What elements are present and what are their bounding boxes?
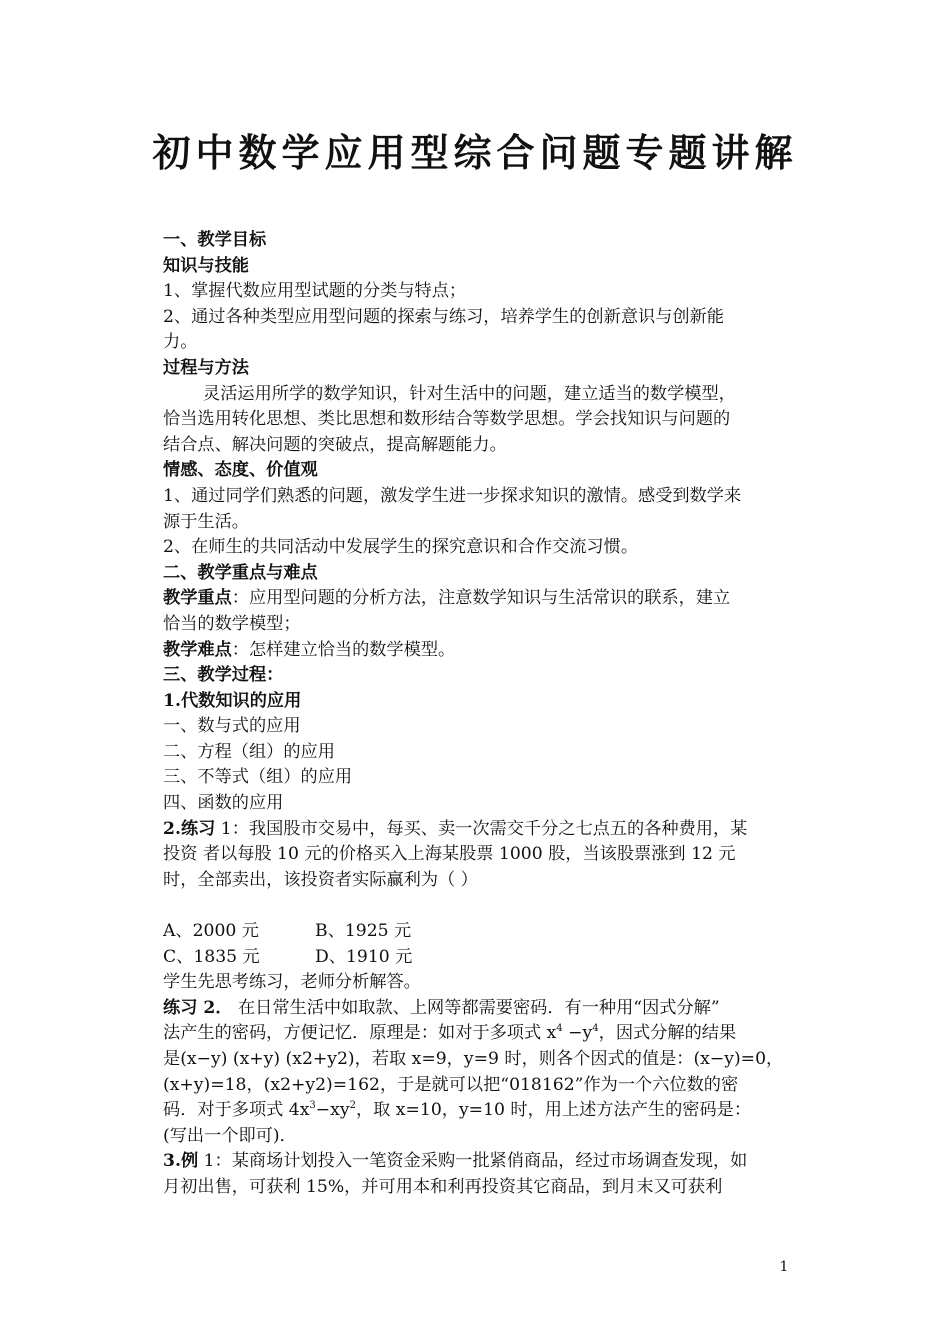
example-text: 1：某商场计划投入一笔资金采购一批紧俏商品，经过市场调查发现，如 xyxy=(198,1151,748,1172)
option-b: B、1925 元 xyxy=(315,921,412,942)
option-a: A、2000 元 xyxy=(163,921,259,942)
text-run: −xy xyxy=(315,1100,350,1121)
subsection-heading: 情感、态度、价值观 xyxy=(163,460,318,481)
document-title: 初中数学应用型综合问题专题讲解 xyxy=(152,130,798,175)
paragraph-line: 是(x−y) (x+y) (x2+y2)，若取 x=9，y=9 时，则各个因式的值是：(x−y)=0， xyxy=(163,1049,784,1069)
key-point-text: ：应用型问题的分析方法，注意数学知识与生活常识的联系，建立 xyxy=(231,588,731,609)
exercise-label: 练习 2． xyxy=(163,997,233,1018)
paragraph-line xyxy=(163,1149,790,1175)
paragraph-line xyxy=(163,638,790,664)
answer-options xyxy=(163,919,790,945)
list-item: 一、数与式的应用 xyxy=(163,716,301,737)
exercise-label: 2.练习 xyxy=(163,818,216,839)
difficulty-label: 教学难点 xyxy=(163,639,232,660)
superscript: 3 xyxy=(309,1100,316,1112)
example-label: 3.例 xyxy=(163,1151,199,1172)
list-item: 二、方程（组）的应用 xyxy=(163,741,335,762)
paragraph-line: 恰当选用转化思想、类比思想和数形结合等数学思想。学会找知识与问题的 xyxy=(163,409,731,430)
superscript: 2 xyxy=(349,1100,356,1112)
paragraph-line xyxy=(163,1098,790,1124)
paragraph-line xyxy=(163,817,790,843)
answer-options xyxy=(163,945,790,971)
paragraph-line: 1、通过同学们熟悉的问题，激发学生进一步探求知识的激情。感受到数学来 xyxy=(163,485,742,506)
paragraph-line: 2、通过各种类型应用型问题的探索与练习，培养学生的创新意识与创新能 xyxy=(163,306,724,327)
option-c: C、1835 元 xyxy=(163,946,260,967)
paragraph-line xyxy=(163,1021,790,1047)
subsection-heading: 过程与方法 xyxy=(163,357,249,378)
paragraph-line: 1、掌握代数应用型试题的分类与特点； xyxy=(163,281,467,302)
section-heading: 一、教学目标 xyxy=(163,230,267,250)
paragraph-line: 恰当的数学模型； xyxy=(163,613,301,634)
paragraph-line: 源于生活。 xyxy=(163,511,249,532)
text-run: 码．对于多项式 4x xyxy=(163,1100,310,1121)
section-heading: 二、教学重点与难点 xyxy=(163,562,318,583)
paragraph-line: 投资 者以每股 10 元的价格买入上海某股票 1000 股，当该股票涨到 12 元 xyxy=(163,844,736,865)
paragraph-line: 2、在师生的共同活动中发展学生的探究意识和合作交流习惯。 xyxy=(163,537,639,558)
paragraph-line: 灵活运用所学的数学知识，针对生活中的问题，建立适当的数学模型， xyxy=(203,383,736,404)
text-run: ，因式分解的结果 xyxy=(598,1023,737,1044)
list-item: 四、函数的应用 xyxy=(163,793,284,814)
paragraph-line: 力。 xyxy=(163,332,198,353)
text-run: 法产生的密码，方便记忆．原理是：如对于多项式 x xyxy=(163,1023,557,1044)
text-run: ，取 x=10，y=10 时，用上述方法产生的密码是： xyxy=(355,1100,752,1121)
superscript: 4 xyxy=(592,1023,599,1035)
paragraph-line: (写出一个即可)． xyxy=(163,1125,297,1146)
list-item: 三、不等式（组）的应用 xyxy=(163,767,353,788)
blank-line xyxy=(163,893,790,919)
paragraph-line: 时，全部卖出，该投资者实际赢利为（ ） xyxy=(163,869,478,890)
paragraph-line: (x+y)=18，(x2+y2)=162，于是就可以把“018162”作为一个六位数的密 xyxy=(163,1074,739,1095)
exercise-text: 1：我国股市交易中，每买、卖一次需交千分之七点五的各种费用，某 xyxy=(215,818,748,839)
option-d: D、1910 元 xyxy=(315,946,413,967)
exercise-text: 在日常生活中如取款、上网等都需要密码．有一种用“因式分解” xyxy=(232,997,720,1018)
section-heading: 三、教学过程： xyxy=(163,665,284,686)
subsection-heading: 1.代数知识的应用 xyxy=(163,690,302,711)
paragraph-line: 学生先思考练习，老师分析解答。 xyxy=(163,972,421,993)
paragraph-line xyxy=(163,996,790,1022)
paragraph-line: 结合点、解决问题的突破点，提高解题能力。 xyxy=(163,434,507,455)
page-number: 1 xyxy=(779,1259,789,1275)
subsection-heading: 知识与技能 xyxy=(163,255,249,276)
key-point-label: 教学重点 xyxy=(163,588,232,609)
superscript: 4 xyxy=(556,1023,563,1035)
paragraph-line xyxy=(163,586,790,612)
text-run: −y xyxy=(562,1023,593,1044)
paragraph-line: 月初出售，可获利 15%，并可用本和利再投资其它商品，到月末又可获利 xyxy=(163,1176,723,1197)
difficulty-text: ：怎样建立恰当的数学模型。 xyxy=(231,639,456,660)
document-body xyxy=(163,228,790,1201)
